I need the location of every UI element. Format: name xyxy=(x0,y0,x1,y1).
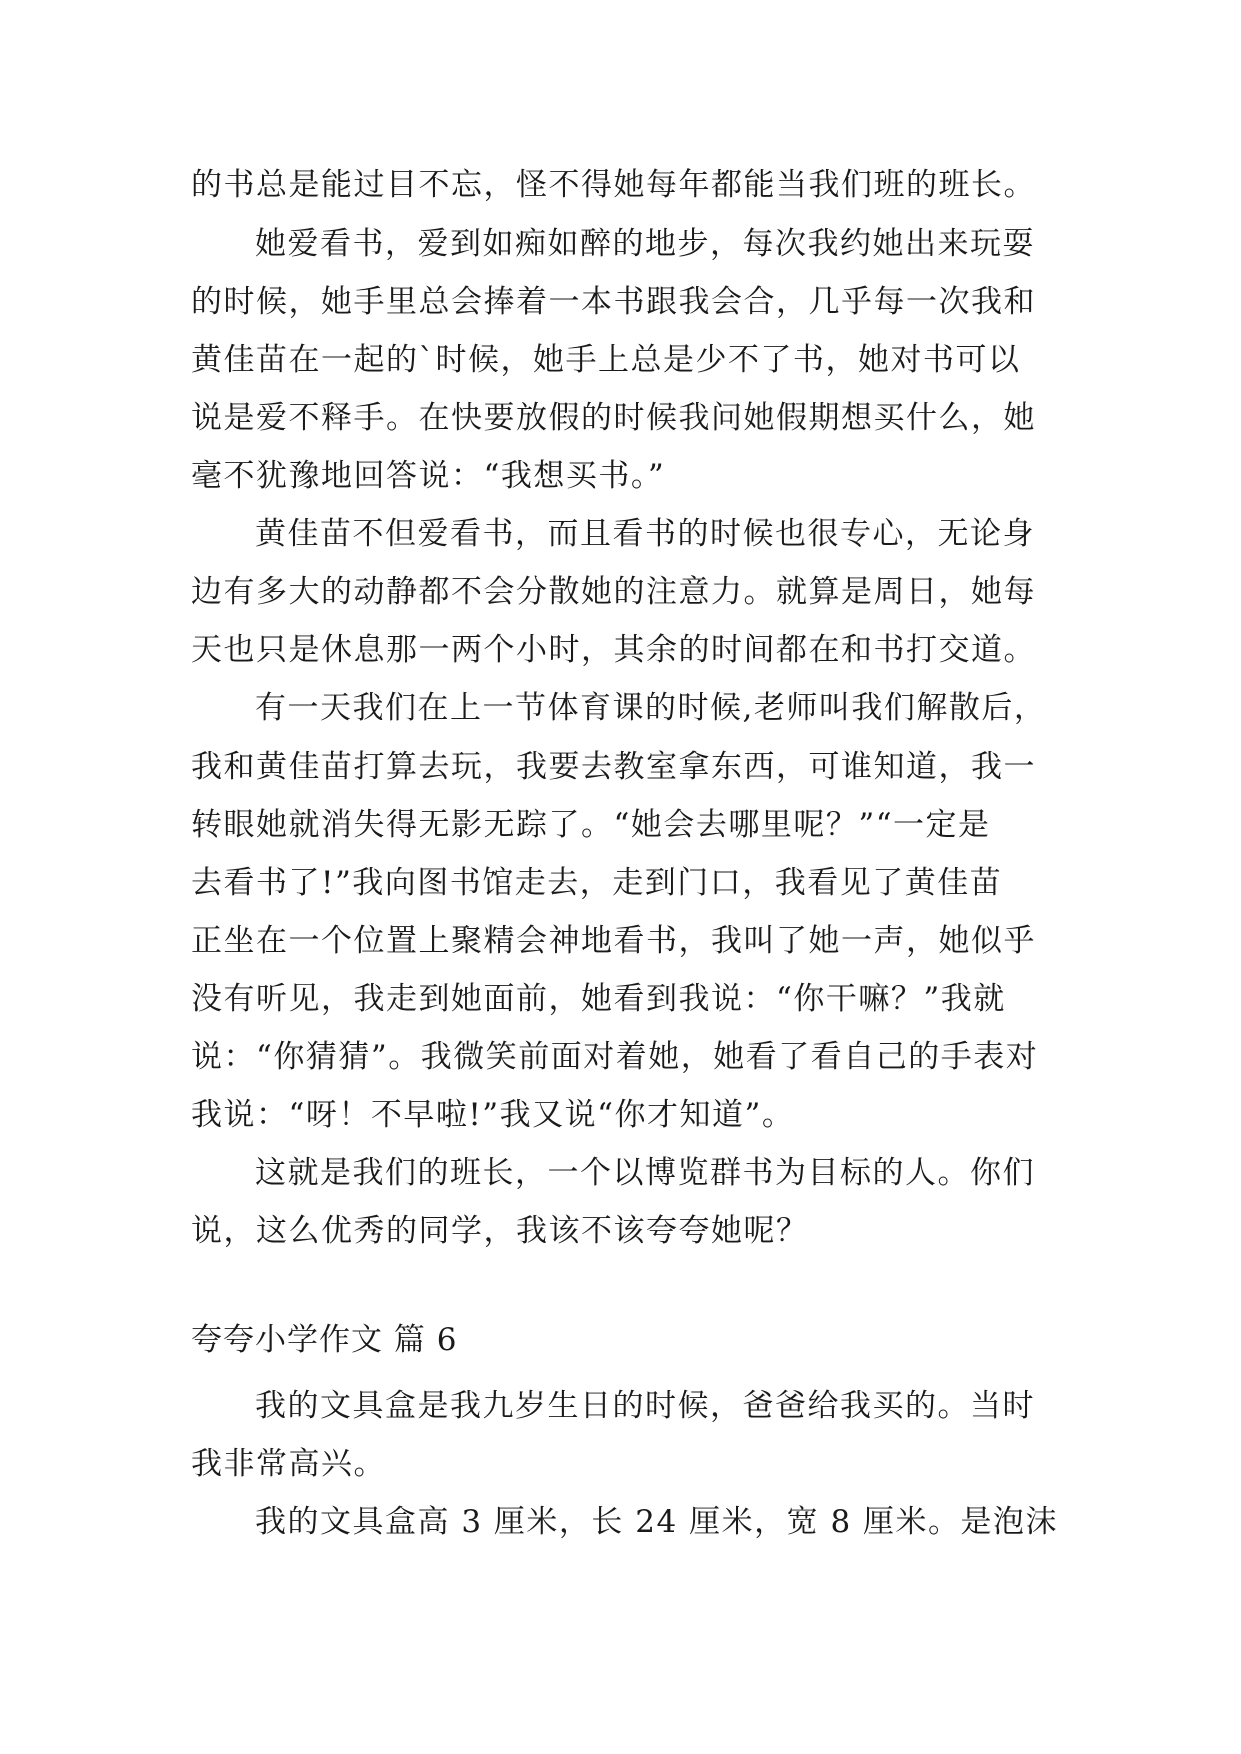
text-line: 的时候，她手里总会捧着一本书跟我会合，几乎每一次我和 xyxy=(191,284,1036,320)
paragraph-start-line: 这就是我们的班长，一个以博览群书为目标的人。你们 xyxy=(255,1155,1035,1191)
section-heading: 夸夸小学作文 篇 6 xyxy=(191,1322,458,1358)
text-line: 说：“你猜猜”。我微笑前面对着她，她看了看自己的手表对 xyxy=(191,1039,1039,1075)
text-line: 我非常高兴。 xyxy=(191,1446,386,1482)
text-line: 没有听见，我走到她面前，她看到我说：“你干嘛？”我就 xyxy=(191,981,1006,1017)
paragraph-start-line: 有一天我们在上一节体育课的时候,老师叫我们解散后， xyxy=(255,690,1047,726)
text-line: 正坐在一个位置上聚精会神地看书，我叫了她一声，她似乎 xyxy=(191,923,1036,959)
text-line: 我和黄佳苗打算去玩，我要去教室拿东西，可谁知道，我一 xyxy=(191,749,1036,785)
text-line: 说是爱不释手。在快要放假的时候我问她假期想买什么，她 xyxy=(191,400,1036,436)
paragraph-start-line: 我的文具盒是我九岁生日的时候，爸爸给我买的。当时 xyxy=(255,1388,1035,1424)
paragraph-start-line: 我的文具盒高 3 厘米，长 24 厘米，宽 8 厘米。是泡沫 xyxy=(255,1504,1059,1540)
paragraph-start-line: 黄佳苗不但爱看书，而且看书的时候也很专心，无论身 xyxy=(255,516,1035,552)
paragraph-start-line: 她爱看书，爱到如痴如醉的地步，每次我约她出来玩耍 xyxy=(255,226,1035,262)
text-line: 的书总是能过目不忘，怪不得她每年都能当我们班的班长。 xyxy=(191,167,1036,203)
text-line: 边有多大的动静都不会分散她的注意力。就算是周日，她每 xyxy=(191,574,1036,610)
text-line: 去看书了!”我向图书馆走去，走到门口，我看见了黄佳苗 xyxy=(191,865,1003,901)
text-line: 我说：“呀！不早啦!”我又说“你才知道”。 xyxy=(191,1097,795,1133)
text-line: 转眼她就消失得无影无踪了。“她会去哪里呢？”“一定是 xyxy=(191,807,991,843)
text-line: 毫不犹豫地回答说：“我想买书。” xyxy=(191,458,666,494)
text-line: 说，这么优秀的同学，我该不该夸夸她呢？ xyxy=(191,1213,809,1249)
text-line: 天也只是休息那一两个小时，其余的时间都在和书打交道。 xyxy=(191,632,1036,668)
text-line: 黄佳苗在一起的`时候，她手上总是少不了书，她对书可以 xyxy=(191,342,1021,378)
